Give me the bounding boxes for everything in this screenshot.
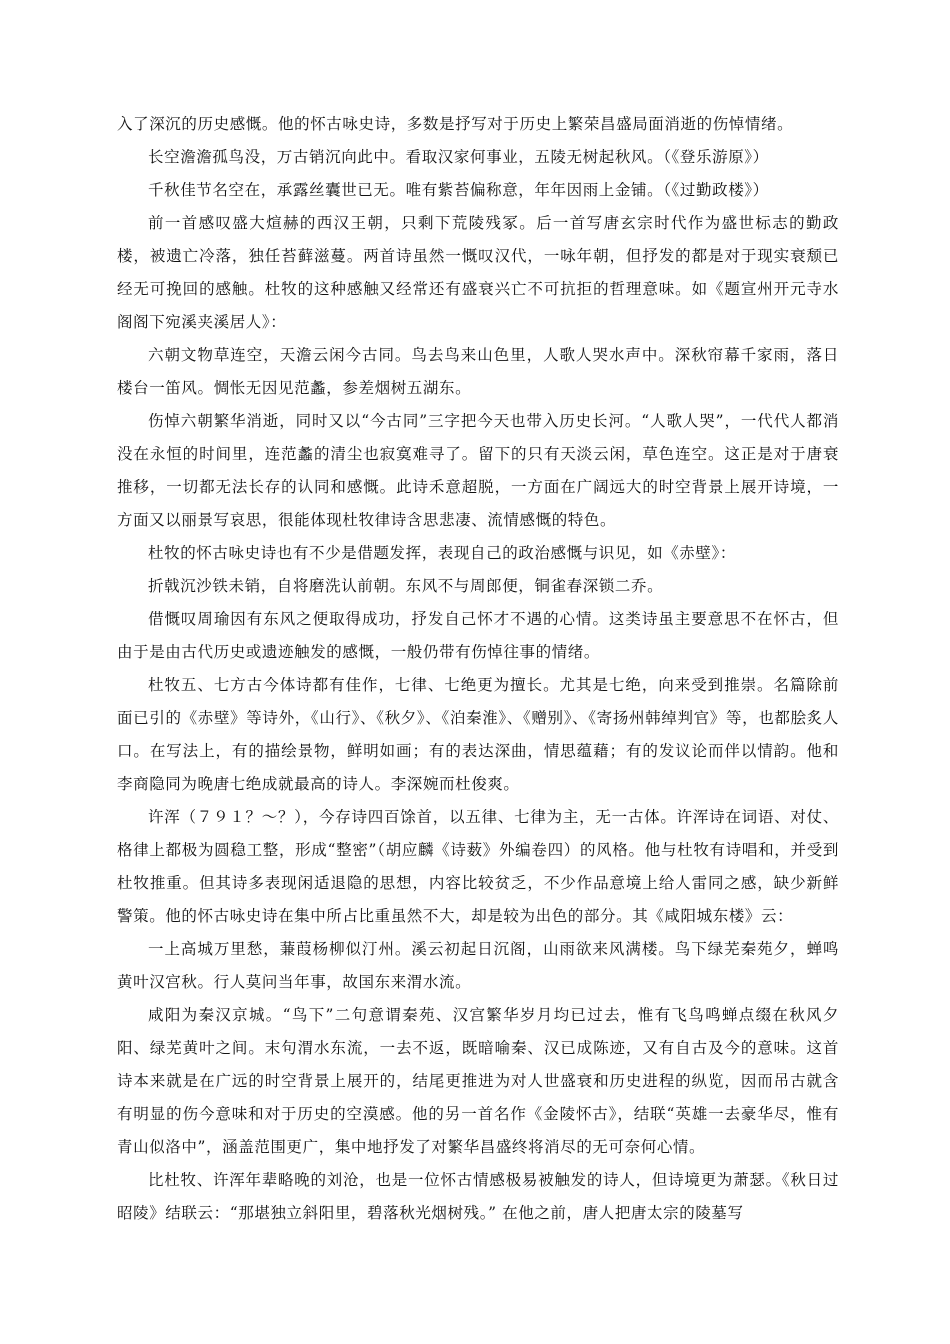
document-page [117,108,839,1230]
paragraph: 比杜牧、许浑年辈略晚的刘沧，也是一位怀古情感极易被触发的诗人，但诗境更为萧瑟。《秋日过昭陵》结联云：“那堪独立斜阳里，碧落秋光烟树残。” 在他之前，唐人把唐太宗的陵墓写 [117,1171,839,1222]
paragraph: 入了深沉的历史感慨。他的怀古咏史诗，多数是抒写对于历史上繁荣昌盛局面消逝的伤悼情绪。 [117,115,794,133]
poem-quote: 长空澹澹孤鸟没，万古销沉向此中。看取汉家何事业，五陵无树起秋风。（《登乐游原》） [148,148,769,166]
paragraph: 前一首感叹盛大煊赫的西汉王朝，只剩下荒陵残冢。后一首写唐玄宗时代作为盛世标志的勤政楼，被遗亡冷落，独任苔藓滋蔓。两首诗虽然一慨叹汉代，一咏年朝，但抒发的都是对于现实衰颓已经无可挽回的感触。杜牧的这种感触又经常还有盛衰兴亡不可抗拒的哲理意味。如《题宣州开元寺水阁阁下宛溪夹溪居人》： [117,214,839,331]
paragraph: 咸阳为秦汉京城。“鸟下”二句意谓秦苑、汉宫繁华岁月均已过去，惟有飞鸟鸣蝉点缀在秋风夕阳、绿芜黄叶之间。末句渭水东流，一去不返，既暗喻秦、汉已成陈迹，又有自古及今的意味。这首诗本来就是在广远的时空背景上展开的，结尾更推进为对人世盛衰和历史进程的纵览，因而吊古就含有明显的伤今意味和对于历史的空漠感。他的另一首名作《金陵怀古》，结联“英雄一去豪华尽，惟有青山似洛中”，涵盖范围更广，集中地抒发了对繁华昌盛终将消尽的无可奈何心情。 [117,1006,839,1156]
paragraph: 杜牧五、七方古今体诗都有佳作，七律、七绝更为擅长。尤其是七绝，向来受到推崇。名篇除前面已引的《赤壁》等诗外，《山行》、《秋夕》、《泊秦淮》、《赠别》、《寄扬州韩绰判官》等，也都脍炙人口。在写法上，有的描绘景物，鲜明如画；有的表达深曲，情思蕴藉；有的发议论而伴以情韵。他和李商隐同为晚唐七绝成就最高的诗人。李深婉而杜俊爽。 [117,676,839,793]
paragraph: 许浑（７９１？～？），今存诗四百馀首，以五律、七律为主，无一古体。许浑诗在词语、对仗、格律上都极为圆稳工整，形成“整密”（胡应麟《诗薮》外编卷四）的风格。他与杜牧有诗唱和，并受到杜牧推重。但其诗多表现闲适退隐的思想，内容比较贫乏，不少作品意境上给人雷同之感，缺少新鲜警策。他的怀古咏史诗在集中所占比重虽然不大，却是较为出色的部分。其《咸阳城东楼》云： [117,808,839,925]
paragraph: 杜牧的怀古咏史诗也有不少是借题发挥，表现自己的政治感慨与识见，如《赤壁》： [148,544,736,562]
poem-quote: 千秋佳节名空在，承露丝囊世已无。唯有紫苔偏称意，年年因雨上金铺。（《过勤政楼》） [148,181,769,199]
poem-quote: 一上高城万里愁，蒹葭杨柳似汀州。溪云初起日沉阁，山雨欲来风满楼。鸟下绿芜秦苑夕，蝉鸣黄叶汉宫秋。行人莫问当年事，故国东来渭水流。 [117,940,839,991]
poem-quote: 折戟沉沙铁未销，自将磨洗认前朝。东风不与周郎便，铜雀春深锁二乔。 [148,577,664,595]
poem-quote: 六朝文物草连空，天澹云闲今古同。鸟去鸟来山色里，人歌人哭水声中。深秋帘幕千家雨，落日楼台一笛风。惆怅无因见范蠡，参差烟树五湖东。 [117,346,839,397]
paragraph: 借慨叹周瑜因有东风之便取得成功，抒发自己怀才不遇的心情。这类诗虽主要意思不在怀古，但由于是由古代历史或遗迹触发的感慨，一般仍带有伤悼往事的情绪。 [117,610,839,661]
paragraph: 伤悼六朝繁华消逝，同时又以“今古同”三字把今天也带入历史长河。“人歌人哭”，一代代人都消没在永恒的时间里，连范蠡的清尘也寂寞难寻了。留下的只有天淡云闲，草色连空。这正是对于唐衰推移，一切都无法长存的认同和感慨。此诗禾意超脱，一方面在广阔远大的时空背景上展开诗境，一方面又以丽景写哀思，很能体现杜牧律诗含思悲凄、流情感慨的特色。 [117,412,839,529]
